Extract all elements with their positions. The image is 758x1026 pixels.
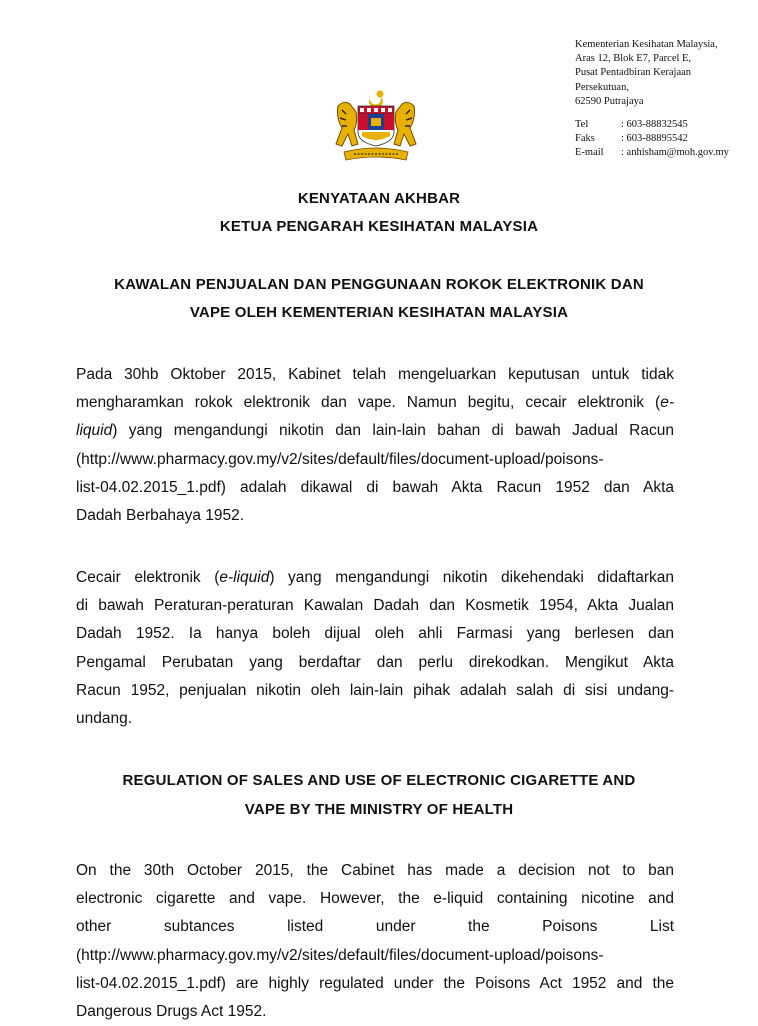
text-line: Racun 1952, penjualan nikotin oleh lain-lain pihak adalah salah di sisi undang-: [76, 681, 674, 699]
text-line: list-04.02.2015_1.pdf) are highly regulated under the Poisons Act 1952 and the: [76, 974, 674, 992]
text-line: liquid) yang mengandungi nikotin dan lain-lain bahan di bawah Jadual Racun: [76, 422, 674, 440]
text-line: (http://www.pharmacy.gov.my/v2/sites/default/files/document-upload/poisons-: [76, 450, 604, 468]
english-heading-line2: VAPE BY THE MINISTRY OF HEALTH: [244, 801, 514, 818]
contact-label: Faks: [575, 133, 595, 145]
contact-value: : anhisham@moh.gov.my: [621, 147, 729, 159]
text-line: (http://www.pharmacy.gov.my/v2/sites/default/files/document-upload/poisons-: [76, 946, 604, 964]
contact-label: Tel: [575, 119, 589, 130]
text-line: Pada 30hb Oktober 2015, Kabinet telah mengeluarkan keputusan untuk tidak: [76, 366, 674, 383]
malay-heading-line1: KAWALAN PENJUALAN DAN PENGGUNAAN ROKOK ELEKTRONIK DAN: [114, 276, 644, 293]
text-line: Cecair elektronik (e-liquid) yang mengandungi nikotin dikehendaki didaftarkan: [76, 569, 674, 586]
address-line: 62590 Putrajaya: [575, 95, 644, 107]
text-line: other subtances listed under the Poisons List: [76, 918, 674, 936]
coat-of-arms-icon: [330, 88, 422, 166]
text-line: Pengamal Perubatan yang berdaftar dan perlu direkodkan. Mengikut Akta: [76, 653, 674, 671]
contact-value: : 603-88895542: [621, 133, 688, 145]
document-subtitle: KETUA PENGARAH KESIHATAN MALAYSIA: [219, 218, 539, 235]
address-line: Pusat Pentadbiran Kerajaan: [575, 67, 692, 79]
text-line: Dadah Berbahaya 1952.: [76, 507, 245, 525]
text-line: undang.: [76, 710, 133, 728]
text-line: Dadah 1952. Ia hanya boleh dijual oleh ahli Farmasi yang berlesen dan: [76, 625, 674, 643]
text-line: di bawah Peraturan-peraturan Kawalan Dadah dan Kosmetik 1954, Akta Jualan: [76, 597, 674, 615]
malay-heading-line2: VAPE OLEH KEMENTERIAN KESIHATAN MALAYSIA: [189, 304, 569, 321]
english-heading-line1: REGULATION OF SALES AND USE OF ELECTRONIC CIGARETTE AND: [122, 772, 636, 789]
address-line: Aras 12, Blok E7, Parcel E,: [575, 53, 692, 65]
contact-details: [575, 118, 755, 161]
text-line: On the 30th October 2015, the Cabinet has made a decision not to ban: [76, 862, 674, 879]
malay-paragraph-1: [76, 361, 674, 530]
ministry-address: [575, 38, 755, 109]
contact-value: : 603-88832545: [621, 119, 688, 130]
address-line: Kementerian Kesihatan Malaysia,: [575, 39, 718, 50]
contact-label: E-mail: [575, 147, 604, 159]
contact-email: [575, 146, 755, 160]
malay-paragraph-2: [76, 564, 674, 733]
document-title: KENYATAAN AKHBAR: [297, 190, 461, 207]
text-line: list-04.02.2015_1.pdf) adalah dikawal di bawah Akta Racun 1952 dan Akta: [76, 478, 674, 496]
text-line: electronic cigarette and vape. However, the e-liquid containing nicotine and: [76, 890, 674, 908]
text-line: Dangerous Drugs Act 1952.: [76, 1003, 267, 1021]
contact-tel: [575, 118, 755, 132]
english-paragraph-1: [76, 857, 674, 1026]
text-line: mengharamkan rokok elektronik dan vape. Namun begitu, cecair elektronik (e-: [76, 394, 674, 412]
contact-fax: [575, 132, 755, 146]
address-line: Persekutuan,: [575, 81, 629, 93]
